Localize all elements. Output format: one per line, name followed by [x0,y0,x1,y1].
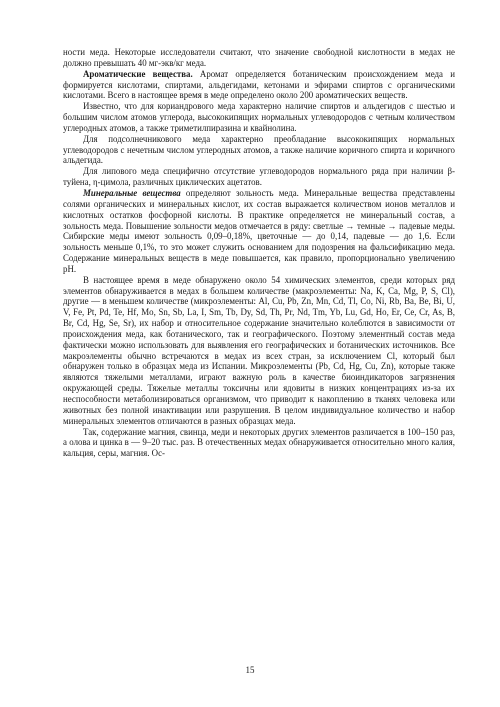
paragraph-text: Аромат определяется ботаническим происхождением меда и формируется кислотами, спиртами, альдегидами, кетонами и эфирами спиртов с органическими кислотами. Всего в настоящее время в меде определено около 200 ароматических веществ. [63,68,455,101]
paragraph-text: Для подсолнечникового меда характерно преобладание высококипящих нормальных углеводородов с нечетным числом углеродных атомов, а также наличие коричного спирта и коричного альдегида. [63,133,455,166]
paragraph [63,427,455,460]
paragraph-text: ности меда. Некоторые исследователи считают, что значение свободной кислотности в медах не должно превышать 40 мг-экв/кг меда. [63,47,455,68]
paragraph-text: Для липового меда специфично отсутствие углеводородов нормального ряда при наличии β-туйена, η-цимола, различных циклических ацетатов. [63,166,455,188]
body-text [63,47,455,459]
paragraph-text: Так, содержание магния, свинца, меди и некоторых других элементов различается в 100–150 раз, а олова и цинка в — 9–20 тыс. раз. В отечественных медах обнаруживается относительно много калия, кальция, серы, магния. Ос- [63,426,455,459]
section-heading: Ароматические вещества. [83,68,193,79]
paragraph [63,275,455,427]
section-heading: Минеральные вещества [83,187,181,198]
paragraph-text: Известно, что для кориандрового меда характерно наличие спиртов и альдегидов с шестью и большим числом атомов углерода, высококипящих нормальных углеводородов с четным количеством углеродных атомов, а также триметилпиразина и квайнолина. [63,101,455,133]
paragraph [63,47,455,69]
paragraph [63,134,455,167]
paragraph [63,101,455,134]
page-number: 15 [245,665,255,675]
paragraph [63,69,455,102]
paragraph [63,166,455,188]
paragraph-text: определяют зольность меда. Минеральные вещества представлены солями органических и минеральных кислот, их состав выражается количеством ионов металлов и кислотных остатков фосфорной кислоты. В практике определяется не минеральный состав, а зольность меда. Повышение зольности медов отмечается в ряду: светлые → темные → падевые меды. Сибирские меды имеют зольность 0,09–0,18%, цветочные — до 0,14, падевые — до 1,6. Если зольность меньше 0,1%, то это может служить основанием для подозрения на фальсификацию меда. Содержание минеральных веществ в меде повышается, как правило, пропорционально увеличению pH. [63,187,455,274]
paragraph [63,188,455,275]
paragraph-text: В настоящее время в меде обнаружено около 54 химических элементов, среди которых ряд элементов обнаруживается в медах в большем количестве (макроэлементы: Na, K, Ca, Mg, P, S, Cl), другие — в меньшем количестве (микроэлементы: Al, Cu, Pb, Zn, Mn, Cd, Tl, Co, Ni, Rb, Ba, Be, Bi, U, V, Fe, Pt, Pd, Te, Hf, Mo, Sn, Sb, La, I, Sm, Tb, Dy, Sd, Th, Pr, Nd, Tm, Yb, Lu, Gd, Ho, Er, Ce, Cr, As, B, Br, Cd, Hg, Se, Sr), их набор и относительное содержание значительно колеблются в зависимости от происхождения меда, как ботанического, так и географического. Поэтому элементный состав меда фактически можно использовать для выявления его географических и ботанических источников. Все макроэлементы обычно встречаются в медах из всех стран, за исключением Cl, который был обнаружен только в образцах меда из Испании. Микроэлементы (Pb, Cd, Hg, Cu, Zn), которые также являются тяжелыми металлами, играют важную роль в качестве биоиндикаторов загрязнения окружающей среды. Тяжелые металлы токсичны или ядовиты в низких концентрациях из-за их неспособности метаболизироваться организмом, что приводит к накоплению в тканях человека или животных без полной инактивации или разрушения. В целом индивидуальное количество и набор минеральных элементов отличаются в разных образцах меда. [63,274,455,426]
